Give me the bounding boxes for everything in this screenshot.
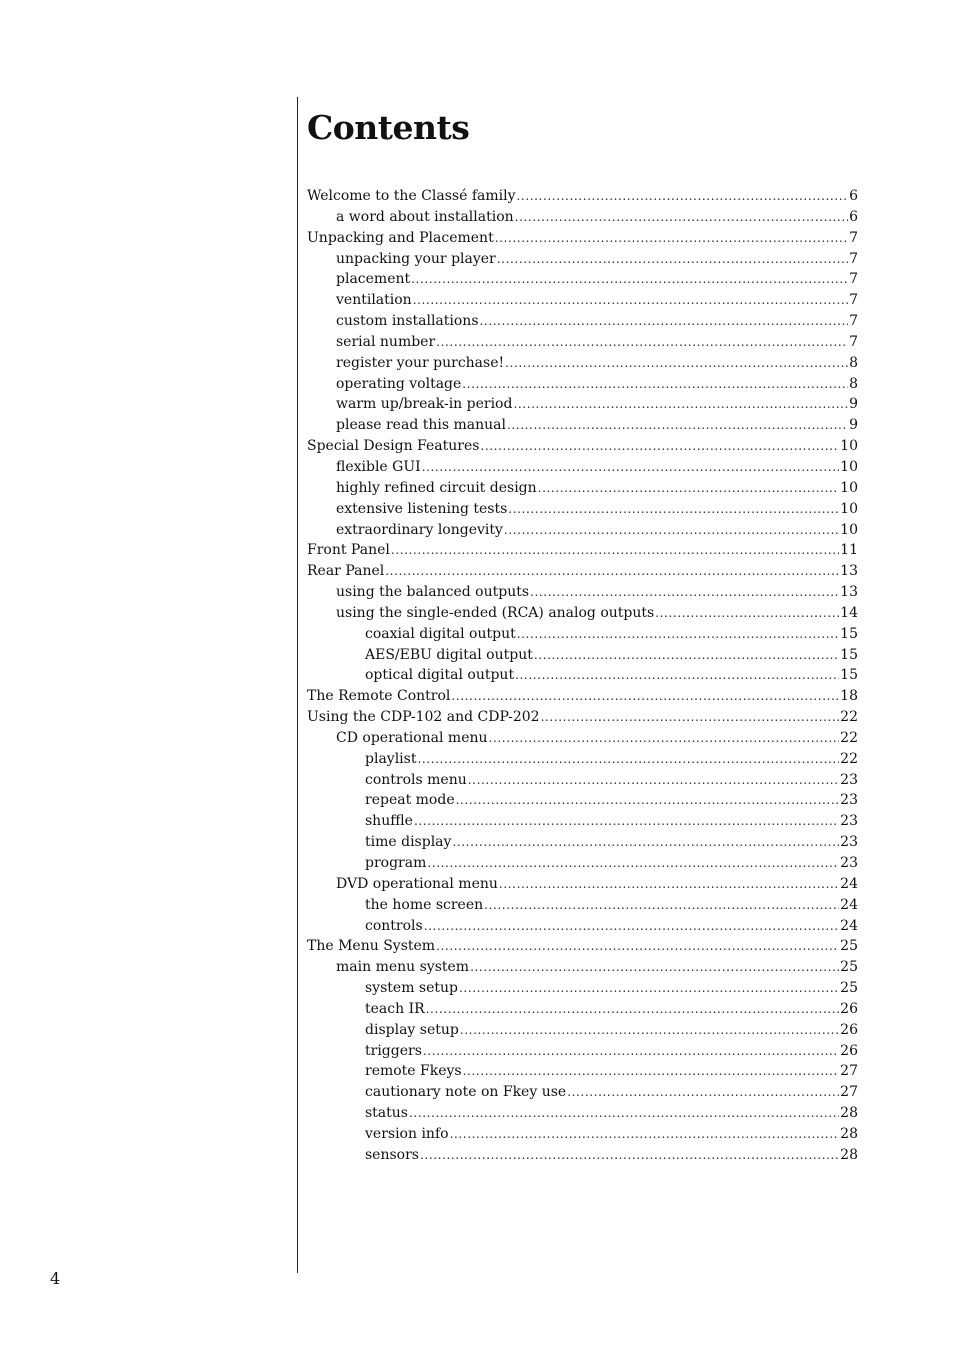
toc-entry-page: 14 (840, 604, 858, 621)
toc-entry-label: time display (365, 834, 452, 851)
toc-entry-page: 6 (849, 208, 858, 225)
toc-entry-page: 8 (849, 375, 858, 392)
toc-dot-leader (504, 520, 839, 541)
toc-entry-page: 23 (840, 834, 858, 851)
toc-entry-label: ventilation (336, 292, 412, 309)
toc-entry-label: extensive listening tests (336, 500, 508, 517)
toc-entry-label: version info (365, 1125, 449, 1142)
toc-entry-page: 10 (840, 521, 858, 538)
toc-dot-leader (411, 269, 848, 290)
toc-entry-label: system setup (365, 980, 458, 997)
toc-entry-page: 24 (840, 917, 858, 934)
toc-entry[interactable] (307, 332, 858, 353)
toc-entry-label: CD operational menu (336, 729, 488, 746)
toc-entry-page: 25 (840, 980, 858, 997)
toc-entry[interactable] (307, 978, 858, 999)
toc-entry[interactable] (307, 770, 858, 791)
toc-entry[interactable] (307, 478, 858, 499)
toc-entry-label: triggers (365, 1042, 422, 1059)
toc-entry[interactable] (307, 645, 858, 666)
toc-dot-leader (516, 186, 848, 207)
toc-entry[interactable] (307, 1041, 858, 1062)
toc-dot-leader (497, 249, 848, 270)
toc-dot-leader (507, 415, 848, 436)
toc-dot-leader (505, 353, 848, 374)
toc-dot-leader (470, 957, 839, 978)
toc-entry[interactable] (307, 1103, 858, 1124)
toc-dot-leader (480, 436, 839, 457)
toc-entry-page: 26 (840, 1021, 858, 1038)
toc-entry[interactable] (307, 603, 858, 624)
toc-entry[interactable] (307, 728, 858, 749)
toc-entry-page: 15 (840, 667, 858, 684)
toc-dot-leader (567, 1082, 839, 1103)
toc-entry-page: 25 (840, 938, 858, 955)
toc-entry-label: operating voltage (336, 375, 462, 392)
toc-dot-leader (513, 394, 848, 415)
toc-entry[interactable] (307, 665, 858, 686)
toc-entry-page: 10 (840, 458, 858, 475)
toc-dot-leader (462, 374, 848, 395)
toc-dot-leader (459, 978, 839, 999)
toc-entry-label: DVD operational menu (336, 875, 498, 892)
toc-entry[interactable] (307, 790, 858, 811)
toc-dot-leader (530, 582, 839, 603)
toc-entry-label: AES/EBU digital output (365, 646, 533, 663)
toc-entry[interactable] (307, 707, 858, 728)
toc-entry-label: program (365, 855, 427, 871)
toc-dot-leader (495, 228, 848, 249)
toc-dot-leader (460, 1020, 839, 1041)
toc-entry-page: 22 (840, 729, 858, 746)
toc-entry-page: 22 (840, 709, 858, 726)
toc-entry-label: remote Fkeys (365, 1063, 462, 1080)
toc-entry-page: 26 (840, 1000, 858, 1017)
toc-entry-page: 13 (840, 563, 858, 580)
toc-entry-label: coaxial digital output (365, 625, 516, 642)
toc-entry-label: display setup (365, 1021, 459, 1038)
toc-entry[interactable] (307, 540, 858, 561)
toc-dot-leader (450, 1124, 840, 1145)
toc-entry-label: using the balanced outputs (336, 584, 530, 601)
toc-entry[interactable] (307, 811, 858, 832)
toc-entry[interactable] (307, 582, 858, 603)
toc-entry-label: Welcome to the Classé family (307, 188, 516, 204)
toc-entry-label: teach IR (365, 1000, 425, 1017)
toc-entry-page: 28 (840, 1105, 858, 1122)
toc-entry-label: main menu system (336, 959, 470, 976)
toc-entry[interactable] (307, 999, 858, 1020)
toc-entry-label: extraordinary longevity (336, 521, 503, 538)
toc-entry[interactable] (307, 415, 858, 436)
toc-entry[interactable] (307, 853, 858, 874)
toc-entry-label: status (365, 1105, 408, 1122)
toc-entry[interactable] (307, 936, 858, 957)
toc-entry-label: shuffle (365, 813, 413, 830)
page-number: 4 (50, 1269, 61, 1288)
toc-dot-leader (452, 832, 839, 853)
toc-entry-page: 23 (840, 792, 858, 809)
toc-entry-label: cautionary note on Fkey use (365, 1084, 567, 1101)
toc-entry-label: serial number (336, 333, 436, 350)
toc-entry-page: 7 (849, 229, 858, 246)
toc-entry-label: a word about installation (336, 208, 514, 225)
toc-dot-leader (515, 665, 839, 686)
toc-entry[interactable] (307, 749, 858, 770)
toc-dot-leader (451, 686, 839, 707)
toc-entry-label: Unpacking and Placement (307, 229, 494, 246)
toc-dot-leader (655, 603, 839, 624)
toc-entry-page: 11 (840, 542, 858, 559)
toc-entry[interactable] (307, 457, 858, 478)
toc-dot-leader (538, 478, 840, 499)
page-title: Contents (307, 108, 470, 147)
toc-entry-page: 15 (840, 625, 858, 642)
toc-dot-leader (436, 332, 848, 353)
toc-entry[interactable] (307, 916, 858, 937)
toc-entry-label: playlist (365, 750, 417, 767)
toc-entry-page: 28 (840, 1146, 858, 1163)
toc-entry-page: 27 (840, 1063, 858, 1080)
toc-dot-leader (420, 1145, 839, 1166)
toc-entry-page: 7 (849, 292, 858, 309)
toc-entry-page: 23 (840, 771, 858, 788)
toc-dot-leader (515, 207, 848, 228)
toc-entry[interactable] (307, 832, 858, 853)
toc-entry-page: 9 (849, 417, 858, 434)
toc-entry[interactable] (307, 249, 858, 270)
toc-entry-page: 8 (849, 354, 858, 371)
toc-entry[interactable] (307, 1020, 858, 1041)
toc-entry-label: controls (365, 917, 423, 934)
toc-dot-leader (414, 811, 839, 832)
toc-dot-leader (391, 540, 839, 561)
toc-entry[interactable] (307, 394, 858, 415)
toc-entry-page: 26 (840, 1042, 858, 1059)
toc-entry-label: unpacking your player (336, 250, 496, 267)
toc-entry[interactable] (307, 207, 858, 228)
toc-dot-leader (417, 749, 839, 770)
toc-dot-leader (385, 561, 839, 582)
toc-entry[interactable] (307, 874, 858, 895)
toc-entry-page: 6 (849, 188, 858, 204)
toc-dot-leader (484, 895, 839, 916)
toc-entry[interactable] (307, 520, 858, 541)
toc-dot-leader (517, 624, 839, 645)
toc-entry-label: sensors (365, 1146, 419, 1163)
toc-entry-page: 24 (840, 875, 858, 892)
toc-entry-label: Front Panel (307, 542, 390, 559)
toc-entry-page: 10 (840, 438, 858, 455)
toc-entry-page: 10 (840, 500, 858, 517)
toc-dot-leader (463, 1061, 840, 1082)
toc-entry[interactable] (307, 228, 858, 249)
toc-entry-label: warm up/break-in period (336, 396, 513, 413)
toc-dot-leader (480, 311, 849, 332)
toc-entry-label: controls menu (365, 771, 467, 788)
toc-dot-leader (499, 874, 839, 895)
toc-entry[interactable] (307, 499, 858, 520)
toc-entry[interactable] (307, 1124, 858, 1145)
toc-entry-label: optical digital output (365, 667, 515, 684)
toc-entry-label: the home screen (365, 896, 484, 913)
toc-dot-leader (426, 999, 840, 1020)
toc-dot-leader (541, 707, 840, 728)
toc-entry-label: Special Design Features (307, 438, 480, 455)
toc-entry-label: placement (336, 271, 411, 288)
toc-entry-label: Using the CDP-102 and CDP-202 (307, 709, 540, 726)
toc-dot-leader (427, 853, 839, 874)
toc-entry-label: Rear Panel (307, 563, 385, 580)
toc-entry[interactable] (307, 624, 858, 645)
toc-entry-label: repeat mode (365, 792, 455, 809)
toc-entry-page: 23 (840, 813, 858, 830)
toc-entry-page: 24 (840, 896, 858, 913)
toc-dot-leader (424, 916, 839, 937)
toc-entry-label: custom installations (336, 313, 479, 330)
toc-entry-label: The Remote Control (307, 688, 451, 705)
toc-dot-leader (489, 728, 840, 749)
toc-entry-label: using the single-ended (RCA) analog outputs (336, 604, 655, 621)
toc-entry-label: highly refined circuit design (336, 479, 537, 496)
toc-entry-page: 25 (840, 959, 858, 976)
toc-entry-page: 7 (849, 250, 858, 267)
toc-entry-page: 13 (840, 584, 858, 601)
vertical-rule (297, 97, 298, 1273)
table-of-contents (307, 186, 858, 1166)
toc-entry-page: 9 (849, 396, 858, 413)
toc-dot-leader (423, 1041, 839, 1062)
toc-entry[interactable] (307, 1061, 858, 1082)
toc-entry-page: 7 (849, 333, 858, 350)
toc-entry-page: 22 (840, 750, 858, 767)
toc-dot-leader (422, 457, 839, 478)
toc-entry-label: flexible GUI (336, 458, 421, 475)
toc-entry-label: The Menu System (307, 938, 436, 955)
toc-entry[interactable] (307, 186, 858, 207)
toc-dot-leader (534, 645, 839, 666)
toc-entry[interactable] (307, 686, 858, 707)
toc-entry-page: 7 (849, 271, 858, 288)
toc-entry[interactable] (307, 561, 858, 582)
toc-entry-page: 10 (840, 479, 858, 496)
toc-entry[interactable] (307, 374, 858, 395)
toc-dot-leader (456, 790, 840, 811)
toc-entry-page: 23 (840, 855, 858, 871)
toc-entry[interactable] (307, 311, 858, 332)
toc-entry-page: 27 (840, 1084, 858, 1101)
toc-entry[interactable] (307, 1082, 858, 1103)
toc-entry-label: register your purchase! (336, 354, 505, 371)
toc-entry[interactable] (307, 353, 858, 374)
toc-dot-leader (468, 770, 839, 791)
toc-entry[interactable] (307, 957, 858, 978)
toc-entry-label: please read this manual (336, 417, 506, 434)
toc-entry-page: 18 (840, 688, 858, 705)
toc-dot-leader (436, 936, 839, 957)
toc-entry-page: 15 (840, 646, 858, 663)
toc-entry[interactable] (307, 290, 858, 311)
toc-dot-leader (413, 290, 848, 311)
toc-entry-page: 28 (840, 1125, 858, 1142)
toc-dot-leader (409, 1103, 839, 1124)
toc-entry[interactable] (307, 1145, 858, 1166)
toc-entry-page: 7 (849, 313, 858, 330)
toc-entry[interactable] (307, 895, 858, 916)
toc-dot-leader (508, 499, 839, 520)
toc-entry[interactable] (307, 269, 858, 290)
toc-entry[interactable] (307, 436, 858, 457)
